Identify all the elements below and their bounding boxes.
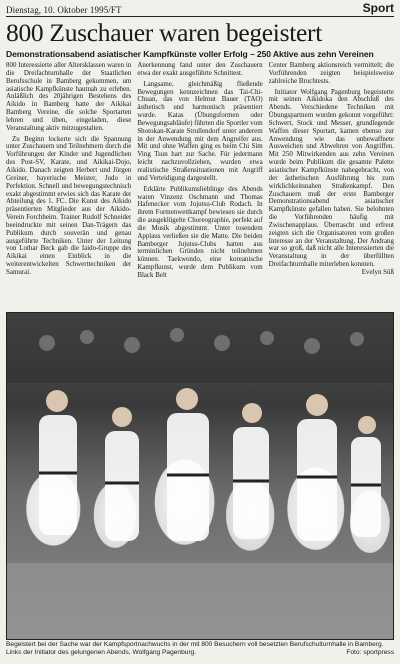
article-column-3 <box>269 62 394 290</box>
photo-credit: Foto: sportpress <box>346 649 394 656</box>
page-header <box>6 0 394 17</box>
photo-illustration <box>7 313 393 639</box>
paragraph: Zu Beginn lockerte sich die Spannung unter Zuschauern und Teilnehmern durch die Vorführungen der Kinder und Jugendlichen des Post-SV, Karate, und Aikikai-Dojo, Aikido. Danach zeigten Herbert und Jürgen Greiner, bayerische Meister, Judo in Perfektion. Schnell und bewegungstechnisch exakt abgestimmt erwies sich das Karate der Abteilung des 1. FC. Die Kunst des Aikido präsentierten Mitglieder aus der Aikido-Verein Forchheim. Trainer Rudolf Schneider beeindruckte mit seinen Dan-Trägern das Publikum durch souverän und genau ausgeführte Techniken. Unter der Leitung von Lothar Beck gab die Iaido-Gruppe des Aikikai einen Einblick in die weiterentwickelten Schwerttechniken der Samurai. <box>6 134 132 276</box>
photo-caption <box>6 641 394 657</box>
paragraph: Anerkennung fand unter den Zuschauern etwa der exakt ausgeführte Schnittest. <box>137 62 263 77</box>
article-column-2 <box>137 62 262 290</box>
article-column-1 <box>6 62 131 290</box>
paragraph: Center Bamberg aktionsreich vermittelt; die Vorführenden zeigten beispielsweise zahlreiche Bruchtests. <box>268 62 394 85</box>
issue-date: Dienstag, 10. Oktober 1995/FT <box>6 5 122 15</box>
article-photo <box>6 312 394 640</box>
article-body <box>6 62 394 290</box>
section-label: Sport <box>362 1 394 15</box>
paragraph: Initiator Wolfgang Pagenburg begeisterte mit seinen Aikidoka den Abschluß des Abends. Verschiedene Techniken mit Übungspartnern wurden gekonnt vorgeführt: Schwert, Stock und Messer, grundlegende Waffen dieser Sportart, kamen ebenso zur Anwendung wie das unbewaffnete Ausweichen und Abwehren von Angriffen. Mit 250 Mitwirkenden aus zehn Vereinen wurde beim Publikum die gesamte Palette asiatischer Kampfkünste nahegebracht, von der ästhetischen Ausführung bis zum wirklichkeitsnahen Straßenkampf. Den Zuschauern muß der erste Bamberger Demonstrationsabend asiatischer Kampfkünste gefallen haben. Sie belohnten die Vorführenden häufig mit Zwischenapplaus. Überrascht und erfreut zeigten sich die Organisatoren vom großen Interesse an der Veranstaltung. Der Andrang war so groß, daß nicht alle Interessierten die Veranstaltung in der überfüllten Dreifachturnhalle miterleben konnten. <box>268 87 394 269</box>
caption-text: Begeistert bei der Sache war der Kampfsportnachwuchs in der mit 800 Besuchern voll besetzten Berufschulturnhalle in Bamberg. Links der Initiator des gelungenen Abends, Wolfgang Pagenburg. <box>6 641 384 656</box>
paragraph: Langsame, gleichmäßig fließende Bewegungen kennzeichnen das Tai-Chi-Chuan, das von Helmut Bauer (TAO) ästhetisch und harmonisch präsentiert wurde. Katas (Übungsformen oder Bewegungsabläufe) führten die Sportler vom Shotokan-Karate Strullendorf unter anderem in der Anwendung mit dem Angreifer aus. Mit und ohne Waffen ging es beim Chi Sim Ving Tsun hart zur Sache. Für jedermann leicht nachzuvollziehen, wurden etwa realistische Straßensituationen mit Angriff und Verteidigung dargestellt. <box>137 79 263 182</box>
article-subheadline: Demonstrationsabend asiatischer Kampfkünste voller Erfolg – 250 Aktive aus zehn Vereinen <box>6 49 374 59</box>
paragraph: 800 Interessierte aller Altersklassen waren in die Dreifachturnhalle der Staatlichen Berufsschule in Bamberg gekommen, um asiatische Kampfkünste hautnah zu erleben. Anläßlich des 20jährigen Bestehens des Aikido in Bamberg hatte der Aikikai Bamberg Vereine, die solche Sportarten lehren und üben, eingeladen, diese Veranstaltung aktiv mitzugestalten. <box>6 62 132 132</box>
article-headline: 800 Zuschauer waren begeistert <box>6 18 322 47</box>
article-author: Evelyn Süß <box>361 267 394 276</box>
paragraph: Erklärte Publikumslieblinge des Abends waren Vinzenz Oschmann und Thomas Hafenecker vom Jujutsu-Club Rodach. In ihrem Formenwettkampf bewiesen sie durch die ausgeklügelte Choreographie, perfekt auf die Musik abgestimmt. Unter tosendem Applaus verließen sie die Matte. Die beiden Bamberger Jujutsu-Clubs hatten aus terminlichen Gründen nicht teilnehmen können. Taekwondo, eine koreanische Kampfkunst, wurde dem Publikum vom Black Belt <box>137 184 263 279</box>
